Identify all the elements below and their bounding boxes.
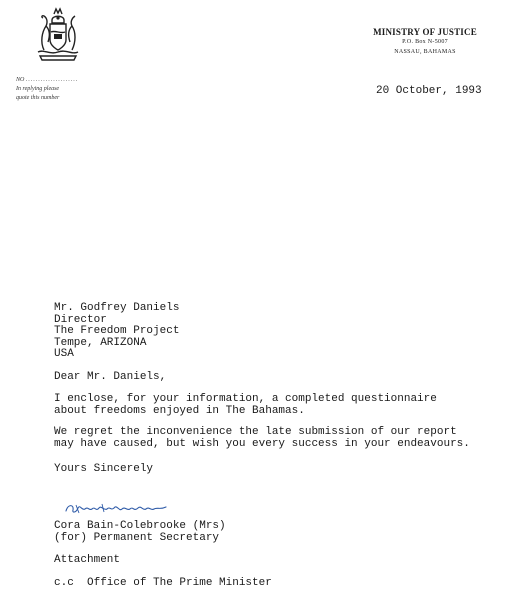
signer-block: [54, 520, 226, 543]
reference-dots: .....................: [25, 77, 79, 83]
body-line: We regret the inconvenience the late submission of our report: [54, 426, 457, 438]
attachment-note: Attachment: [54, 554, 121, 566]
closing: Yours Sincerely: [54, 463, 154, 475]
recipient-country: USA: [54, 348, 74, 360]
body-paragraph-1: [54, 393, 437, 416]
letter-date: 20 October, 1993: [376, 85, 482, 97]
body-paragraph-2: [54, 426, 470, 449]
reference-block: [16, 76, 78, 103]
reference-no-label: NO: [16, 77, 25, 83]
recipient-organization: The Freedom Project: [54, 325, 180, 337]
letterhead: [360, 27, 490, 57]
body-line: about freedoms enjoyed in The Bahamas.: [54, 404, 305, 417]
cc-line: c.c Office of The Prime Minister: [54, 577, 272, 589]
ministry-name: MINISTRY OF JUSTICE: [373, 27, 477, 37]
recipient-title: Director: [54, 313, 107, 326]
signer-role: (for) Permanent Secretary: [54, 531, 220, 544]
salutation: Dear Mr. Daniels,: [54, 371, 167, 383]
recipient-name: Mr. Godfrey Daniels: [54, 302, 180, 314]
city: NASSAU, BAHAMAS: [394, 49, 456, 55]
body-line: I enclose, for your information, a completed questionnaire: [54, 393, 437, 405]
reference-line-1: In replying please: [16, 86, 60, 92]
recipient-address: [54, 302, 179, 360]
recipient-city: Tempe, ARIZONA: [54, 336, 147, 349]
coat-of-arms-icon: [30, 6, 86, 62]
reference-line-2: quote this number: [16, 95, 60, 101]
handwritten-signature: [64, 501, 168, 515]
po-box: P.O. Box N-5007: [402, 39, 448, 45]
body-line: may have caused, but wish you every success in your endeavours.: [54, 437, 470, 450]
signer-name: Cora Bain-Colebrooke (Mrs): [54, 520, 226, 532]
